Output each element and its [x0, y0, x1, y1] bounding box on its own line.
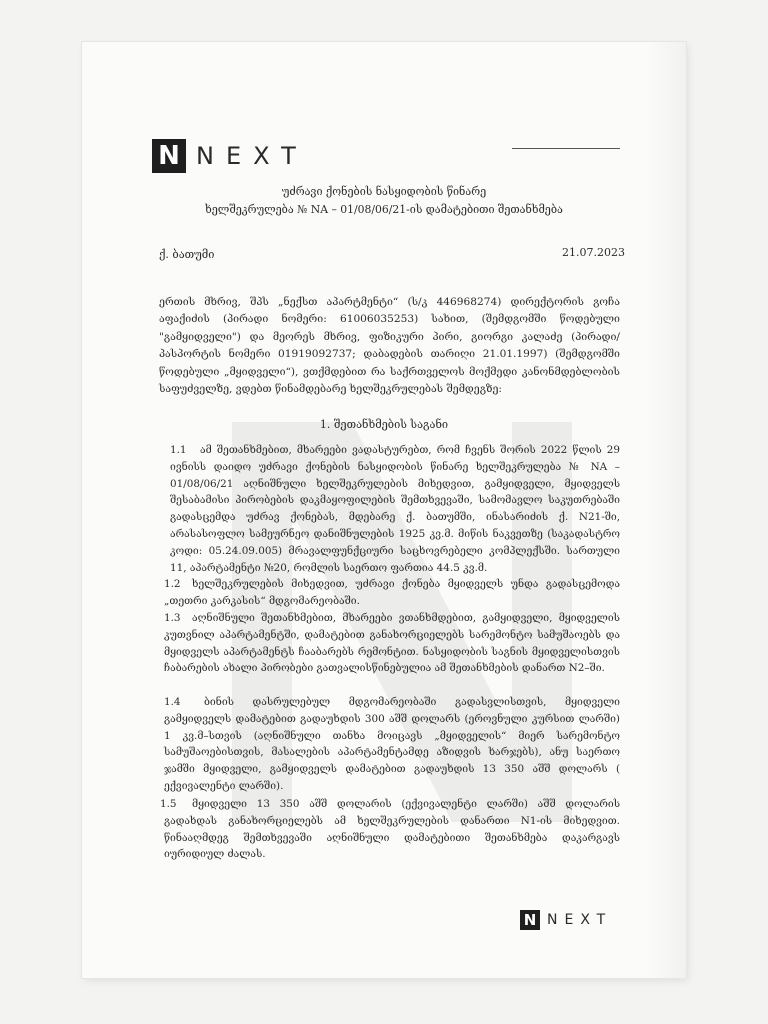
- footer-next-logo: [520, 910, 612, 930]
- city: ქ. ბათუმი: [159, 248, 215, 261]
- clause-text: მყიდველი 13 350 აშშ დოლარის (ექვივალენტი ლარში) აშშ დოლარის გადახდას განახორციელებს ამ ხელშეკრულების დანართი N1-ის მიხედვით. წინააღმდეგ შემთხვევაში აღნიშნული დამატებითი შეთანხმება დაკარგავს იურიდიულ ძალას.: [164, 798, 620, 861]
- clause-number: 1.4: [164, 696, 181, 708]
- clause-1-3: [164, 610, 620, 677]
- clause-text: ამ შეთანხმებით, მხარეები ვადასტურებთ, რომ ჩვენს შორის 2022 წლის 29 ივნისს დაიდო უძრავი ქონების ნასყიდობის წინარე ხელშეკრულება № NA – 01/08/06/21 აღნიშნული ხელშეკრულების მიხედვით, გამყიდველი, მყიდველს შესაბამისი პირობების დაკმაყოფილების შემთხვევაში, სამომავლო საკუთრებაში გადასცემდა უძრავ ქონებას, მდებარე ქ. ბათუმში, ინასარიძის ქ. N21-ში, არასასოფლო სამეურნეო დანიშნულების 1925 კვ.მ. მიწის ნაკვეთზე (საკადასტრო კოდი: 05.24.09.005) მრავალფუნქციური საცხოვრებელი კომპლექსში. სართული 11, აპარტამენტი №20, რომლის საერთო ფართია 44.5 კვ.მ.: [170, 444, 620, 574]
- document-page: [82, 42, 686, 978]
- clause-number: 1.2: [164, 578, 181, 590]
- document-title-line-1: უძრავი ქონების ნასყიდობის წინარე: [281, 185, 487, 198]
- clause-number: 1.3: [164, 612, 181, 624]
- logo-mark: N: [152, 139, 186, 173]
- clause-1-4: [164, 694, 620, 795]
- clause-1-1: [170, 442, 620, 576]
- document-title-line-2: ხელშეკრულება № NA – 01/08/06/21-ის დამატებითი შეთანხმება: [205, 203, 563, 216]
- intro-paragraph: ერთის მხრივ, შპს „ნექსთ აპარტმენტი“ (ს/კ 446968274) დირექტორის გოჩა აფაქიძის (პირადი ნომერი: 61006035253) სახით, (შემდგომში წოდებული "გამყიდველი") და მეორეს მხრივ, ფიზიკური პირი, გიორგი კალაძე (პირადი/პასპორტის ნომერი 01919092737; დაბადების თარიღი 21.01.1997) (შემდგომში წოდებული „მყიდველი“), ვთქმდებით რა საქრთველოს მოქმედი კანონმდებლობის საფუძველზე, ვდებთ წინამდებარე ხელშეკრულებას შემდეგზე:: [159, 296, 620, 396]
- clause-1-2: [164, 576, 620, 610]
- page-shadow: [646, 42, 686, 978]
- logo-wordmark: NEXT: [547, 912, 613, 928]
- clause-number: 1.5: [160, 798, 177, 810]
- signature-line: [512, 148, 620, 149]
- clause-text: აღნიშნული შეთანხმებით, მხარეები ვთანხმდებით, გამყიდველი, მყიდველის კუთვნილ აპარტამენტში, დამატებით განახორციელებს სარემონტო სამუშაოებს და მყიდველს აპარტამენტს ჩააბარებს რემონტით. ნასყიდობის საგნის მყიდველისთვის ჩაბარების ახალი პირობები გათვალისწინებულია ამ შეთანხმების დანართ N2–ში.: [164, 612, 620, 675]
- clause-number: 1.1: [170, 444, 187, 456]
- logo-wordmark: NEXT: [196, 142, 308, 170]
- logo-mark: N: [520, 910, 540, 930]
- section-title: 1. შეთანხმების საგანი: [319, 418, 449, 431]
- document-date: 21.07.2023: [562, 246, 625, 259]
- next-logo: [152, 139, 308, 173]
- clause-1-5: [160, 796, 620, 863]
- clause-text: ხელშეკრულების მიხედვით, უძრავი ქონება მყიდველს უნდა გადასცემოდა „თეთრი კარკასის“ მდგომარეობაში.: [164, 578, 620, 607]
- clause-text: ბინის დასრულებულ მდგომარეობაში გადასვლისთვის, მყიდველი გამყიდველს დამატებით გადაუხდის 300 აშშ დოლარს (ეროვნული კურსით ლარში) 1 კვ.მ–სთვის (აღნიშნული თანხა მოიცავს „მყიდველის“ მიერ სარემონტო სამუშაოებისთვის, მასალების აპარტამენტამდე აზიდვის ხარჯებს), ანუ საერთო ჯამში მყიდველი, გამყიდველს დამატებით გადაუხდის 13 350 აშშ დოლარს ( ექვივალენტი ლარში).: [164, 696, 620, 792]
